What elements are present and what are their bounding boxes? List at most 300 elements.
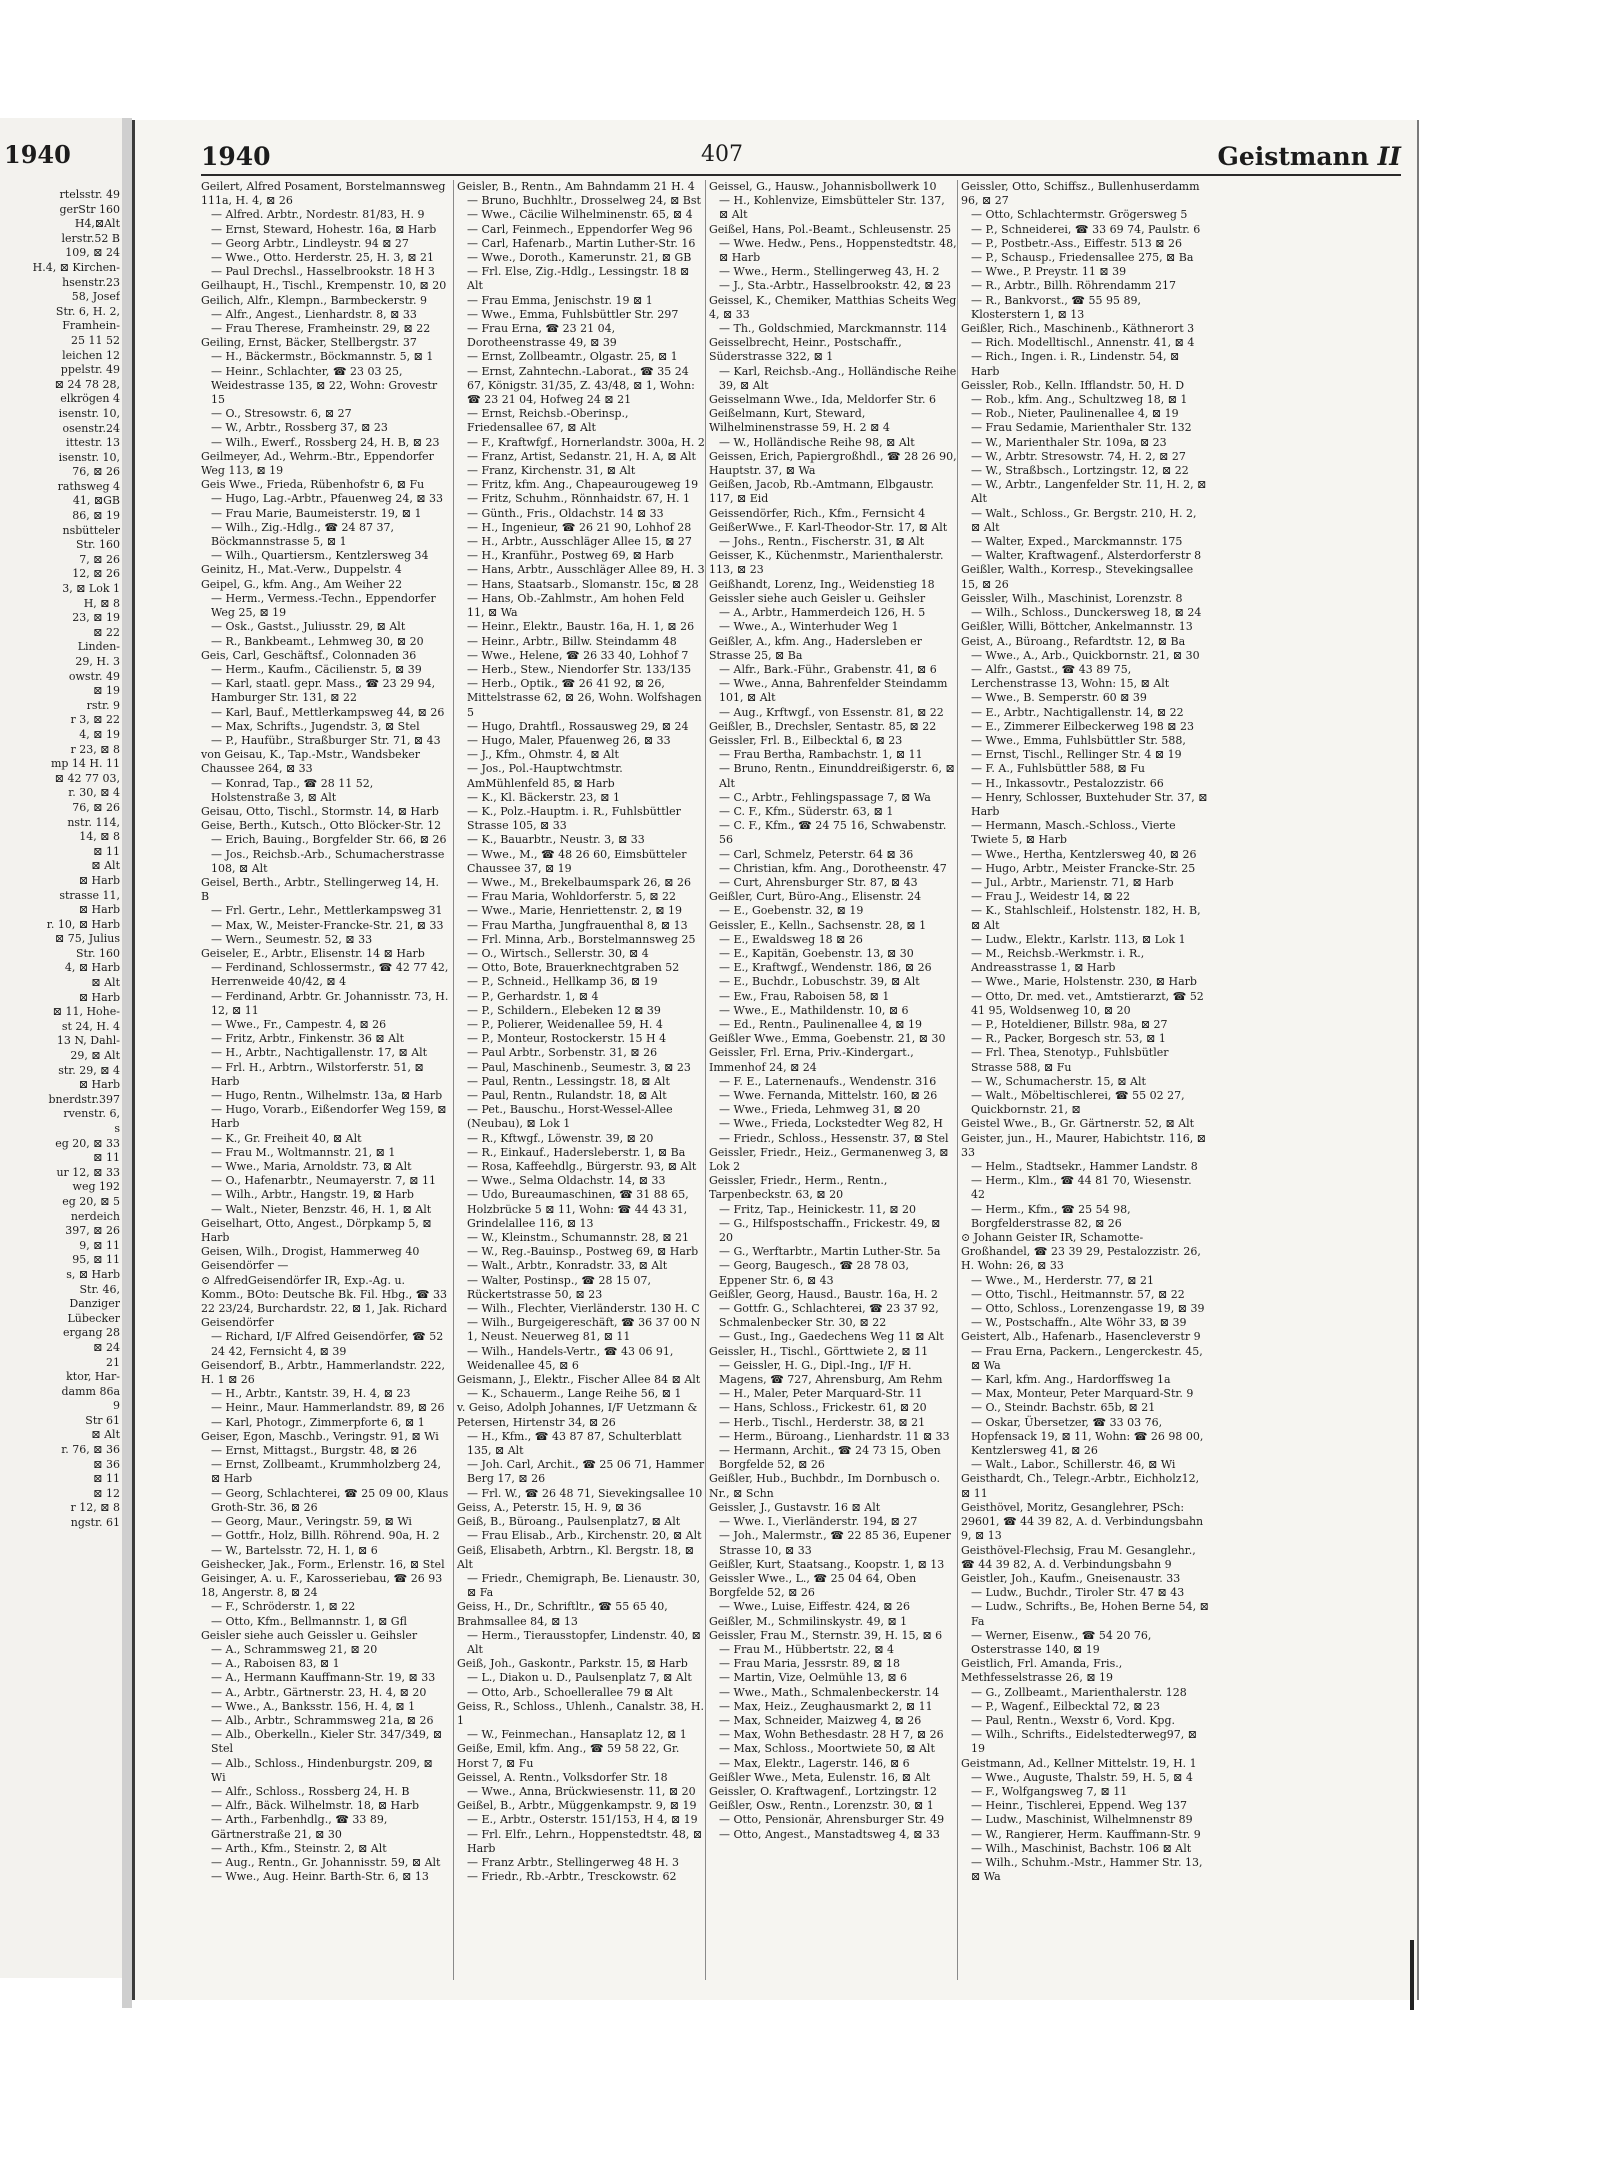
directory-entry: — G., Hilfspostschaffn., Frickestr. 49, ⊠ 20 [719, 1216, 941, 1245]
directory-entry: — Alfr., Bark.-Führ., Grabenstr. 41, ⊠ 6 [719, 662, 937, 676]
previous-page-fragment: owstr. 49 [68, 669, 120, 683]
previous-page-fragment: damm 86a [61, 1384, 120, 1398]
previous-page-fragment: leichen 12 [62, 348, 120, 362]
directory-entry: — Frl. Gertr., Lehr., Mettlerkampsweg 31 [211, 904, 443, 918]
directory-entry: — Joh. Carl, Archit., ☎ 25 06 71, Hammer Berg 17, ⊠ 26 [467, 1458, 705, 1486]
directory-entry: — Frau Sedamie, Marienthaler Str. 132 [971, 421, 1192, 435]
directory-entry: Geissel, G., Hausw., Johannisbollwerk 10 [709, 180, 937, 193]
directory-entry: — F. A., Fuhlsbüttler 588, ⊠ Fu [971, 762, 1145, 776]
directory-entry: Geissler, Frl. Erna, Priv.-Kindergart., Immenhof 24, ⊠ 24 [709, 1046, 914, 1074]
page-header [201, 138, 1401, 176]
directory-entry: — F. E., Laternenaufs., Wendenstr. 316 [719, 1074, 937, 1088]
directory-entry: — Wwe., Helene, ☎ 26 33 40, Lohhof 7 [467, 648, 689, 662]
directory-entry: — Herb., Tischl., Herderstr. 38, ⊠ 21 [719, 1415, 926, 1429]
previous-page-fragment: H.4, ⊠ Kirchen- [32, 260, 120, 274]
previous-page-fragment: eg 20, ⊠ 33 [55, 1136, 120, 1150]
directory-entry: — A., Schrammsweg 21, ⊠ 20 [211, 1642, 378, 1656]
directory-entry: — C. F., Kfm., ☎ 24 75 16, Schwabenstr. 56 [719, 819, 947, 847]
directory-entry: Geißler, Kurt, Staatsang., Koopstr. 1, ⊠ 13 [709, 1557, 945, 1571]
directory-page [132, 120, 1419, 2000]
directory-entry: Geißhandt, Lorenz, Ing., Weidenstieg 18 [709, 577, 935, 591]
directory-entry: — Wwe., Marie, Henriettenstr. 2, ⊠ 19 [467, 904, 683, 918]
directory-entry: — Paul, Rentn., Lessingstr. 18, ⊠ Alt [467, 1074, 670, 1088]
directory-entry: — Wwe., Selma Oldachstr. 14, ⊠ 33 [467, 1174, 666, 1188]
directory-entry: Geilert, Alfred Posament, Borstelmannsweg 111a, H. 4, ⊠ 26 [201, 180, 446, 208]
previous-page-fragment: r. 10, ⊠ Harb [46, 917, 120, 931]
directory-entry: — Udo, Bureaumaschinen, ☎ 31 88 65, Holzbrücke 5 ⊠ 11, Wohn: ☎ 44 43 31, Grindelallee 116, ⊠ 13 [467, 1188, 689, 1230]
previous-page-fragment: ktor, Har- [66, 1370, 120, 1384]
directory-entry: GeißerWwe., F. Karl-Theodor-Str. 17, ⊠ Alt [709, 520, 948, 534]
directory-entry: — Hermann, Archit., ☎ 24 73 15, Oben Borgfelde 52, ⊠ 26 [719, 1444, 941, 1472]
directory-entry: Geilich, Alfr., Klempn., Barmbeckerstr. 9 [201, 293, 428, 307]
directory-entry: — Rich., Ingen. i. R., Lindenstr. 54, ⊠ Harb [971, 350, 1180, 378]
directory-entry: — Ludw., Elektr., Karlstr. 113, ⊠ Lok 1 [971, 932, 1186, 946]
directory-entry: — Walter, Exped., Marckmannstr. 175 [971, 535, 1183, 549]
directory-entry: — W., Rangierer, Herm. Kauffmann-Str. 9 [971, 1827, 1201, 1841]
directory-entry: — Osk., Gastst., Juliusstr. 29, ⊠ Alt [211, 620, 406, 634]
directory-entry: — Hugo, Maler, Pfauenweg 26, ⊠ 33 [467, 733, 671, 747]
directory-entry: — Max, Schloss., Moortwiete 50, ⊠ Alt [719, 1742, 935, 1756]
previous-page-fragment: ergang 28 [63, 1326, 120, 1340]
directory-entry: Geissler, Friedr., Heiz., Germanenweg 3, ⊠ Lok 2 [709, 1145, 949, 1174]
directory-entry: Geissel, A. Rentn., Volksdorfer Str. 18 [457, 1770, 668, 1784]
directory-entry: — Ernst, Mittagst., Burgstr. 48, ⊠ 26 [211, 1444, 417, 1458]
directory-entry: Geisendörfer — [201, 1259, 289, 1273]
directory-entry: — Wwe., Fr., Campestr. 4, ⊠ 26 [211, 1017, 387, 1031]
directory-entry: — Curt, Ahrensburger Str. 87, ⊠ 43 [719, 875, 918, 889]
directory-entry: — Wwe., A., Arb., Quickbornstr. 21, ⊠ 30 [971, 648, 1200, 662]
directory-entry: — Ludw., Maschinist, Wilhelmnenstr 89 [971, 1813, 1193, 1827]
directory-entry: — Otto, Tischl., Heitmannstr. 57, ⊠ 22 [971, 1287, 1185, 1301]
directory-entry: — F., Wolfgangsweg 7, ⊠ 11 [971, 1784, 1128, 1798]
directory-entry: Geissler, Otto, Schiffsz., Bullenhuserdamm 96, ⊠ 27 [961, 180, 1200, 208]
directory-entry: Geiss, A., Peterstr. 15, H. 9, ⊠ 36 [457, 1500, 642, 1514]
running-head [1218, 142, 1402, 171]
directory-entry: — Wilh., Quartiersm., Kentzlersweg 34 [211, 549, 429, 563]
directory-entry: — Wwe., M., ☎ 48 26 60, Eimsbütteler Chaussee 37, ⊠ 19 [467, 847, 687, 875]
directory-entry: — Wilh., Schloss., Dunckersweg 18, ⊠ 24 [971, 606, 1202, 620]
previous-page-fragment: ⊠ 75, Julius [55, 932, 120, 946]
directory-entry: Geißler, Osw., Rentn., Lorenzstr. 30, ⊠ 1 [709, 1799, 934, 1813]
directory-entry: — Frau Bertha, Rambachstr. 1, ⊠ 11 [719, 748, 923, 762]
directory-entry: — E., Kraftwgf., Wendenstr. 186, ⊠ 26 [719, 961, 932, 975]
directory-entry: — H., Maler, Peter Marquard-Str. 11 [719, 1387, 923, 1401]
directory-entry: Geißler, Willi, Böttcher, Ankelmannstr. 13 [961, 620, 1193, 634]
directory-entry: — Rob., kfm. Ang., Schultzweg 18, ⊠ 1 [971, 393, 1188, 407]
directory-entry: — Hans, Arbtr., Ausschläger Allee 89, H. 3 [467, 563, 705, 577]
previous-page-fragment: nstr. 114, [67, 815, 120, 829]
directory-entry: — K., Polz.-Hauptm. i. R., Fuhlsbüttler Strasse 105, ⊠ 33 [467, 804, 681, 833]
directory-entry: — A., Hermann Kauffmann-Str. 19, ⊠ 33 [211, 1671, 436, 1685]
directory-entry: — Max, Heiz., Zeughausmarkt 2, ⊠ 11 [719, 1699, 933, 1713]
directory-entry: — W., Reg.-Bauinsp., Postweg 69, ⊠ Harb [467, 1245, 699, 1259]
previous-page-fragment: isenstr. 10, [58, 450, 120, 464]
directory-entry: — Wilh., Zig.-Hdlg., ☎ 24 87 37, Böckmannstrasse 5, ⊠ 1 [211, 520, 394, 549]
previous-page-fragment: lerstr.52 B [61, 231, 120, 245]
directory-entry: Geiss, H., Dr., Schriftltr., ☎ 55 65 40, Brahmsallee 84, ⊠ 13 [457, 1600, 668, 1628]
previous-page-fragment: s [114, 1122, 120, 1135]
directory-entry: — E., Goebenstr. 32, ⊠ 19 [719, 904, 864, 918]
previous-page-fragment: nerdeich [70, 1209, 120, 1223]
previous-page-fragment: ⊠ 11 [93, 1151, 120, 1165]
directory-entry: — Rosa, Kaffeehdlg., Bürgerstr. 93, ⊠ Alt [467, 1160, 697, 1174]
previous-page-fragment: 29, H. 3 [75, 655, 120, 668]
directory-entry: — Ludw., Schrifts., Be, Hohen Berne 54, ⊠ Fa [971, 1600, 1209, 1628]
directory-entry: Geißler, Rich., Maschinenb., Käthnerort 3 [961, 322, 1195, 336]
directory-entry: — W., Holländische Reihe 98, ⊠ Alt [719, 435, 915, 449]
directory-entry: — Rich. Modelltischl., Annenstr. 41, ⊠ 4 [971, 336, 1195, 350]
directory-entry: Geißelmann, Kurt, Steward, Wilhelminenstrasse 59, H. 2 ⊠ 4 [709, 407, 890, 435]
directory-entry: Geiser, Egon, Maschb., Veringstr. 91, ⊠ Wi [201, 1429, 439, 1443]
directory-entry: — Wwe., Anna, Brückwiesenstr. 11, ⊠ 20 [467, 1784, 696, 1798]
directory-entry: — Karl, Photogr., Zimmerpforte 6, ⊠ 1 [211, 1415, 425, 1429]
previous-page-fragment: mp 14 H. 11 [50, 757, 120, 771]
directory-entry: — Heinr., Elektr., Baustr. 16a, H. 1, ⊠ 26 [467, 620, 695, 634]
directory-entry: — Günth., Fris., Oldachstr. 14 ⊠ 33 [467, 506, 664, 520]
directory-entry: — Paul, Maschinenb., Seumestr. 3, ⊠ 23 [467, 1060, 691, 1074]
directory-entry: — Geissler, H. G., Dipl.-Ing., I/F H. Magens, ☎ 727, Ahrensburg, Am Rehm [719, 1358, 943, 1387]
directory-entry: — Herm., Büroang., Lienhardstr. 11 ⊠ 33 [719, 1429, 950, 1443]
directory-entry: — P., Schneiderei, ☎ 33 69 74, Paulstr. 6 [971, 222, 1201, 236]
directory-entry: — Georg, Maur., Veringstr. 59, ⊠ Wi [211, 1515, 412, 1529]
directory-entry: — Wwe., Otto. Herderstr. 25, H. 3, ⊠ 21 [211, 251, 435, 265]
directory-entry: — Wwe., A., Winterhuder Weg 1 [719, 620, 899, 634]
directory-entry: Geiße, Emil, kfm. Ang., ☎ 59 58 22, Gr. Horst 7, ⊠ Fu [457, 1742, 680, 1770]
directory-entry: — Hugo, Drahtfl., Rossausweg 29, ⊠ 24 [467, 719, 689, 733]
directory-entry: Geisthardt, Ch., Telegr.-Arbtr., Eichholz12, ⊠ 11 [961, 1472, 1200, 1500]
directory-entry: Geiseler, E., Arbtr., Elisenstr. 14 ⊠ Harb [201, 946, 425, 960]
directory-entry: — Hans, Schloss., Frickestr. 61, ⊠ 20 [719, 1401, 927, 1415]
directory-entry: — H., Arbtr., Nachtigallenstr. 17, ⊠ Alt [211, 1046, 428, 1060]
directory-entry: — Hugo, Lag.-Arbtr., Pfauenweg 24, ⊠ 33 [211, 492, 444, 506]
directory-entry: — Wwe., Math., Schmalenbeckerstr. 14 [719, 1685, 940, 1699]
directory-entry: — A., Arbtr., Hammerdeich 126, H. 5 [719, 606, 926, 620]
previous-page-fragment: ppelstr. 49 [60, 363, 120, 377]
directory-entry: — Carl, Feinmech., Eppendorfer Weg 96 [467, 222, 693, 236]
directory-entry: — F., Kraftwfgf., Hornerlandstr. 300a, H. 2 [467, 435, 705, 449]
directory-entry: — W., Marienthaler Str. 109a, ⊠ 23 [971, 435, 1167, 449]
directory-entry: — Alfr., Schloss., Rossberg 24, H. B [211, 1784, 410, 1798]
directory-entry: Geissler, Frau M., Sternstr. 39, H. 15, ⊠ 6 [709, 1628, 943, 1642]
directory-entry: — Paul, Rentn., Rulandstr. 18, ⊠ Alt [467, 1089, 667, 1102]
directory-entry: — Richard, I/F Alfred Geisendörfer, ☎ 52 24 42, Fernsicht 4, ⊠ 39 [211, 1330, 444, 1358]
directory-entry: von Geisau, K., Tap.-Mstr., Wandsbeker Chaussee 264, ⊠ 33 [201, 748, 421, 776]
directory-entry: — Ferdinand, Arbtr. Gr. Johannisstr. 73, H. 12, ⊠ 11 [211, 989, 449, 1017]
directory-entry: — Franz, Kirchenstr. 31, ⊠ Alt [467, 464, 636, 478]
directory-entry: — Aug., Rentn., Gr. Johannisstr. 59, ⊠ Alt [211, 1855, 441, 1869]
directory-entry: — P., Haufübr., Straßburger Str. 71, ⊠ 43 [211, 733, 441, 747]
scan-edge-mark [1410, 1940, 1414, 2010]
directory-entry: — R., Arbtr., Billh. Röhrendamm 217 [971, 279, 1176, 293]
previous-page-fragment: r 3, ⊠ 22 [70, 713, 120, 727]
directory-entry: — Wilh., Burgeigereschäft, ☎ 36 37 00 N 1, Neust. Neuerweg 81, ⊠ 11 [467, 1316, 701, 1344]
directory-entry: Geister, jun., H., Maurer, Habichtstr. 116, ⊠ 33 [961, 1131, 1206, 1159]
directory-entry: — Wwe. Hedw., Pens., Hoppenstedtstr. 48, ⊠ Harb [719, 236, 957, 265]
directory-entry: — Herm., Tierausstopfer, Lindenstr. 40, ⊠ Alt [467, 1628, 701, 1656]
directory-entry: Geissler, Rob., Kelln. Ifflandstr. 50, H. D [961, 378, 1185, 392]
directory-entry: Geisselmann Wwe., Ida, Meldorfer Str. 6 [709, 393, 936, 407]
header-year: 1940 [201, 142, 271, 171]
directory-entry: — A., Arbtr., Gärtnerstr. 23, H. 4, ⊠ 20 [211, 1685, 427, 1699]
directory-entry: — Frau Maria, Jessrstr. 89, ⊠ 18 [719, 1657, 900, 1671]
directory-entry: — W., Kleinstm., Schumannstr. 28, ⊠ 21 [467, 1231, 690, 1245]
directory-entry: — Alfred. Arbtr., Nordestr. 81/83, H. 9 [211, 208, 425, 222]
directory-entry: — Frau Maria, Wohldorferstr. 5, ⊠ 22 [467, 890, 677, 904]
directory-entry: — Max, Wohn Bethesdastr. 28 H 7, ⊠ 26 [719, 1728, 944, 1742]
previous-page-fragment: rvenstr. 6, [63, 1107, 120, 1121]
previous-page-fragment: ⊠ Alt [91, 976, 120, 990]
directory-entry: — M., Reichsb.-Werkmstr. i. R., Andreasstrasse 1, ⊠ Harb [971, 946, 1145, 975]
directory-entry: — Max, Schneider, Maizweg 4, ⊠ 26 [719, 1713, 922, 1727]
directory-entry: — W., Postschaffn., Alte Wöhr 33, ⊠ 39 [971, 1316, 1187, 1330]
previous-page-strip [0, 118, 124, 1978]
directory-entry: — Max, Schrifts., Jugendstr. 3, ⊠ Stel [211, 719, 420, 733]
previous-page-fragment: H4,⊠Alt [74, 217, 120, 231]
directory-entry: — Bruno, Rentn., Einunddreißigerstr. 6, ⊠ Alt [719, 762, 955, 790]
directory-entry: — Ed., Rentn., Paulinenallee 4, ⊠ 19 [719, 1017, 923, 1031]
directory-entry: — Wilh., Flechter, Vierländerstr. 130 H. C [467, 1302, 700, 1316]
directory-entry: — Ernst, Reichsb.-Oberinsp., Friedensallee 67, ⊠ Alt [467, 407, 629, 435]
previous-page-fragment: elkrögen 4 [60, 392, 120, 406]
directory-entry: — Frl. Else, Zig.-Hdlg., Lessingstr. 18 ⊠ Alt [467, 265, 690, 293]
directory-entry: — Herb., Stew., Niendorfer Str. 133/135 [467, 662, 692, 676]
directory-entry: — Paul, Rentn., Wexstr 6, Vord. Kpg. [971, 1713, 1176, 1727]
directory-entry: — Ernst, Zollbeamt., Krummholzberg 24, ⊠ Harb [211, 1458, 441, 1486]
previous-page-fragment: 76, ⊠ 26 [72, 465, 120, 479]
directory-entry: — Wilh., Handels-Vertr., ☎ 43 06 91, Weidenallee 45, ⊠ 6 [467, 1344, 674, 1372]
directory-entry: — Werner, Eisenw., ☎ 54 20 76, Osterstrasse 140, ⊠ 19 [971, 1628, 1152, 1656]
directory-entry: — Alfr., Bäck. Wilhelmstr. 18, ⊠ Harb [211, 1799, 419, 1813]
directory-entry: — E., Kapitän, Goebenstr. 13, ⊠ 30 [719, 946, 914, 960]
scan-margin-top [0, 0, 1600, 92]
directory-entry: — H., Kfm., ☎ 43 87 87, Schulterblatt 135, ⊠ Alt [467, 1429, 682, 1458]
directory-entry: — Ferdinand, Schlossermstr., ☎ 42 77 42, Herrenweide 40/42, ⊠ 4 [211, 961, 449, 989]
directory-entry: — Wilh., Arbtr., Hangstr. 19, ⊠ Harb [211, 1188, 414, 1202]
directory-entry: — Jul., Arbtr., Marienstr. 71, ⊠ Harb [971, 875, 1174, 889]
directory-entry: — Frau Martha, Jungfrauenthal 8, ⊠ 13 [467, 918, 688, 932]
directory-entry: — Hugo, Rentn., Wilhelmstr. 13a, ⊠ Harb [211, 1089, 443, 1102]
directory-entry: — Ew., Frau, Raboisen 58, ⊠ 1 [719, 989, 890, 1003]
directory-entry: — Wwe., Anna, Bahrenfelder Steindamm 101, ⊠ Alt [719, 677, 948, 705]
previous-page-fragment: H, ⊠ 8 [83, 596, 120, 610]
directory-entry: Geissler siehe auch Geisler u. Geihsler [709, 591, 926, 605]
directory-entry: — Otto, Angest., Manstadtsweg 4, ⊠ 33 [719, 1827, 940, 1841]
directory-entry: — G., Zollbeamt., Marienthalerstr. 128 [971, 1685, 1187, 1699]
previous-page-fragment: Danziger [69, 1297, 120, 1311]
directory-entry: — Walt., Arbtr., Konradstr. 33, ⊠ Alt [467, 1259, 668, 1273]
directory-entry: — Ernst, Steward, Hohestr. 16a, ⊠ Harb [211, 222, 437, 236]
directory-entry: Geissler, E., Kelln., Sachsenstr. 28, ⊠ 1 [709, 918, 927, 932]
directory-entry: — F., Schröderstr. 1, ⊠ 22 [211, 1600, 356, 1614]
directory-entry: — P., Wagenf., Eilbecktal 72, ⊠ 23 [971, 1699, 1161, 1713]
directory-entry: Geisthövel, Moritz, Gesanglehrer, PSch: 29601, ☎ 44 39 82, A. d. Verbindungsbahn 9, ⊠ 13 [961, 1500, 1204, 1543]
directory-entry: ⊙ AlfredGeisendörfer IR, Exp.-Ag. u. Komm., BOto: Deutsche Bk. Fil. Hbg., ☎ 33 22 23/24, Burchardstr. 22, ⊠ 1, Jak. Richard Geisendörfer [201, 1273, 448, 1330]
directory-entry: Geißler, M., Schmilinskystr. 49, ⊠ 1 [709, 1614, 908, 1628]
directory-entry: — Otto, Pensionär, Ahrensburger Str. 49 [719, 1813, 945, 1827]
previous-page-fragment: 21 [106, 1355, 120, 1369]
directory-entry: — Heinr., Schlachter, ☎ 23 03 25, Weidestrasse 135, ⊠ 22, Wohn: Grovestr 15 [211, 364, 438, 407]
directory-entry: — W., Arbtr., Rossberg 37, ⊠ 23 [211, 421, 388, 435]
previous-page-fragment: ⊠ 19 [93, 684, 120, 698]
previous-page-fragment: rtelsstr. 49 [59, 188, 120, 201]
directory-entry: Geißler Wwe., Meta, Eulenstr. 16, ⊠ Alt [709, 1770, 931, 1784]
previous-page-fragment: 7, ⊠ 26 [79, 552, 120, 566]
directory-entry: — H., Kohlenvize, Eimsbütteler Str. 137, ⊠ Alt [719, 194, 945, 222]
directory-entry: Geißler, B., Drechsler, Sentastr. 85, ⊠ 22 [709, 719, 937, 733]
previous-page-fragment: ⊠ 11 [93, 1472, 120, 1486]
previous-page-fragment: r 23, ⊠ 8 [70, 742, 120, 756]
directory-entry: Geiss, R., Schloss., Uhlenh., Canalstr. 38, H. 1 [457, 1699, 704, 1727]
directory-entry: Geistert, Alb., Hafenarb., Hasencleverstr 9 [961, 1330, 1201, 1344]
directory-entry: Geisinger, A. u. F., Karosseriebau, ☎ 26 93 18, Angerstr. 8, ⊠ 24 [201, 1571, 443, 1600]
directory-entry: — Frau Marie, Baumeisterstr. 19, ⊠ 1 [211, 506, 422, 520]
directory-entry: — P., Schildern., Elebeken 12 ⊠ 39 [467, 1003, 661, 1017]
previous-page-fragment: str. 29, ⊠ 4 [58, 1063, 120, 1077]
directory-entry: Geissler, Frl. B., Eilbecktal 6, ⊠ 23 [709, 733, 903, 747]
previous-page-fragment: 95, ⊠ 11 [72, 1253, 120, 1267]
previous-page-fragment: hsenstr.23 [62, 275, 120, 289]
directory-entry: — Jos., Reichsb.-Arb., Schumacherstrasse 108, ⊠ Alt [211, 847, 445, 875]
directory-entry: Geiß, Joh., Gaskontr., Parkstr. 15, ⊠ Harb [457, 1657, 688, 1671]
directory-entry: — Wwe., Frieda, Lehmweg 31, ⊠ 20 [719, 1103, 921, 1117]
directory-entry: — Friedr., Rb.-Arbtr., Tresckowstr. 62 [467, 1870, 677, 1884]
directory-entry: — P., Schneid., Hellkamp 36, ⊠ 19 [467, 975, 658, 989]
previous-page-fragment: ⊠ Harb [78, 903, 120, 917]
previous-page-fragment: rathsweg 4 [57, 479, 120, 493]
column-4 [957, 180, 1209, 1980]
directory-entry: — Otto, Arb., Schoellerallee 79 ⊠ Alt [467, 1685, 673, 1699]
directory-entry: — Frl. W., ☎ 26 48 71, Sievekingsallee 10 [467, 1486, 703, 1500]
directory-entry: — H., Ingenieur, ☎ 26 21 90, Lohhof 28 [467, 520, 692, 534]
directory-entry: — Heinr., Maur. Hammerlandstr. 89, ⊠ 26 [211, 1401, 445, 1415]
previous-page-fragment: ⊠ Harb [78, 990, 120, 1004]
directory-entry: — P., Schausp., Friedensallee 275, ⊠ Ba [971, 251, 1194, 265]
previous-page-fragment: r. 30, ⊠ 4 [68, 786, 120, 800]
directory-entry: — Fritz, Schuhm., Rönnhaidstr. 67, H. 1 [467, 492, 690, 506]
previous-page-year: 1940 [4, 140, 71, 169]
directory-entry: — H., Arbtr., Kantstr. 39, H. 4, ⊠ 23 [211, 1387, 411, 1401]
previous-page-fragment: ⊠ Alt [91, 1428, 120, 1442]
directory-entry: — Frl. H., Arbtrn., Wilstorferstr. 51, ⊠ Harb [211, 1060, 424, 1088]
directory-entry: — Walter, Postinsp., ☎ 28 15 07, Rückertstrasse 50, ⊠ 23 [467, 1273, 651, 1301]
directory-entry: — W., Straßbsch., Lortzingstr. 12, ⊠ 22 [971, 464, 1189, 478]
previous-page-fragment: 9 [113, 1399, 120, 1413]
previous-page-fragments [2, 188, 120, 1531]
directory-entry: — Wwe., Emma, Fuhlsbüttler Str. 588, [971, 733, 1186, 747]
directory-entry: — Wilh., Schuhm.-Mstr., Hammer Str. 13, ⊠ Wa [971, 1855, 1203, 1884]
directory-entry: — Georg, Baugesch., ☎ 28 78 03, Eppener Str. 6, ⊠ 43 [719, 1259, 910, 1287]
directory-entry: Geiß, B., Büroang., Paulsenplatz7, ⊠ Alt [457, 1515, 681, 1529]
directory-entry: Geistel Wwe., B., Gr. Gärtnerstr. 52, ⊠ Alt [961, 1117, 1195, 1131]
page-number: 407 [701, 142, 743, 167]
directory-entry: — Alfr., Gastst., ☎ 43 89 75, Lerchenstrasse 13, Wohn: 15, ⊠ Alt [971, 662, 1170, 691]
column-1 [201, 180, 449, 1980]
previous-page-fragment: strasse 11, [59, 888, 120, 902]
directory-entry: — O., Steindr. Bachstr. 65b, ⊠ 21 [971, 1401, 1156, 1415]
previous-page-fragment: r. 76, ⊠ 36 [61, 1443, 120, 1457]
previous-page-fragment: nsbütteler [62, 523, 120, 537]
directory-entry: — Walter, Kraftwagenf., Alsterdorferstr 8 [971, 549, 1202, 563]
directory-entry: Geißler, Walth., Korresp., Stevekingsallee 15, ⊠ 26 [961, 563, 1194, 591]
previous-page-fragment: Lübecker [67, 1311, 120, 1325]
previous-page-fragment: ittestr. 13 [66, 436, 120, 450]
directory-entry: — Ernst, Zollbeamtr., Olgastr. 25, ⊠ 1 [467, 350, 678, 364]
directory-entry: — Wwe., Auguste, Thalstr. 59, H. 5, ⊠ 4 [971, 1770, 1193, 1784]
directory-entry: Geinitz, H., Mat.-Verw., Duppelstr. 4 [201, 563, 402, 577]
directory-entry: — P., Polierer, Weidenallee 59, H. 4 [467, 1017, 663, 1031]
directory-entry: — J., Sta.-Arbtr., Hasselbrookstr. 42, ⊠ 23 [719, 279, 951, 293]
previous-page-fragment: s, ⊠ Harb [66, 1267, 120, 1281]
directory-entry: Geisen, Wilh., Drogist, Hammerweg 40 [201, 1245, 420, 1259]
directory-entry: — Walt., Labor., Schillerstr. 46, ⊠ Wi [971, 1458, 1176, 1472]
directory-entry: — Walt., Schloss., Gr. Bergstr. 210, H. 2, ⊠ Alt [971, 506, 1197, 534]
previous-page-fragment: 12, ⊠ 26 [72, 567, 120, 581]
directory-entry: Geiselhart, Otto, Angest., Dörpkamp 5, ⊠ Harb [201, 1216, 432, 1245]
previous-page-fragment: ⊠ 42 77 03, [54, 771, 120, 785]
directory-entry: Geise, Berth., Kutsch., Otto Blöcker-Str. 12 [201, 819, 442, 833]
directory-entry: — E., Arbtr., Nachtigallenstr. 14, ⊠ 22 [971, 705, 1184, 719]
directory-entry: — Friedr., Schloss., Hessenstr. 37, ⊠ Stel [719, 1131, 949, 1145]
directory-entry: — Aug., Krftwgf., von Essenstr. 81, ⊠ 22 [719, 705, 944, 719]
directory-entry: — Alb., Schloss., Hindenburgstr. 209, ⊠ Wi [211, 1756, 433, 1784]
previous-page-fragment: ⊠ 12 [93, 1486, 120, 1500]
directory-entry: — Fritz, kfm. Ang., Chapeaurougeweg 19 [467, 478, 699, 492]
directory-entry: — Wern., Seumestr. 52, ⊠ 33 [211, 932, 373, 946]
previous-page-fragment: ngstr. 61 [70, 1516, 120, 1530]
column-3 [705, 180, 957, 1980]
column-2 [453, 180, 705, 1980]
directory-entry: — Wwe., Hertha, Kentzlersweg 40, ⊠ 26 [971, 847, 1197, 861]
directory-entry: Geisler, B., Rentn., Am Bahndamm 21 H. 4 [457, 180, 695, 193]
directory-entry: — R., Bankvorst., ☎ 55 95 89, Klosterstern 1, ⊠ 13 [971, 293, 1141, 321]
directory-entry: Geissler, H., Tischl., Görttwiete 2, ⊠ 11 [709, 1344, 929, 1358]
previous-page-fragment: gerStr 160 [59, 202, 120, 216]
directory-entry: — W., Feinmechan., Hansaplatz 12, ⊠ 1 [467, 1728, 687, 1742]
directory-entry: — Frau M., Hübbertstr. 22, ⊠ 4 [719, 1642, 895, 1656]
directory-entry: — Karl, staatl. gepr. Mass., ☎ 23 29 94, Hamburger Str. 131, ⊠ 22 [211, 677, 436, 705]
directory-entry: Geis Wwe., Frieda, Rübenhofstr 6, ⊠ Fu [201, 478, 425, 492]
directory-entry: — H., Inkassovtr., Pestalozzistr. 66 [971, 776, 1164, 790]
directory-entry: — Henry, Schlosser, Buxtehuder Str. 37, ⊠ Harb [971, 790, 1208, 818]
directory-entry: Geisthövel-Flechsig, Frau M. Gesanglehr., ☎ 44 39 82, A. d. Verbindungsbahn 9 [961, 1543, 1196, 1571]
directory-entry: — Wwe., B. Semperstr. 60 ⊠ 39 [971, 691, 1147, 705]
previous-page-fragment: 25 11 52 [71, 333, 120, 347]
directory-entry: — K., Kl. Bäckerstr. 23, ⊠ 1 [467, 790, 620, 804]
directory-entry: — Hans, Staatsarb., Slomanstr. 15c, ⊠ 28 [467, 577, 699, 591]
previous-page-fragment: 9, ⊠ 11 [79, 1238, 120, 1252]
directory-entry: Geissler, Friedr., Herm., Rentn., Tarpenbeckstr. 63, ⊠ 20 [709, 1174, 888, 1202]
directory-entry: — Wilh., Maschinist, Bachstr. 106 ⊠ Alt [971, 1841, 1192, 1855]
directory-entry: Geisser, K., Küchenmstr., Marienthalerstr. 113, ⊠ 23 [709, 549, 944, 577]
directory-entry: — Otto, Schloss., Lorenzengasse 19, ⊠ 39 [971, 1302, 1205, 1316]
directory-entry: Geissler, O. Kraftwagenf., Lortzingstr. 12 [709, 1784, 937, 1798]
directory-entry: — Carl, Hafenarb., Martin Luther-Str. 16 [467, 236, 696, 250]
directory-entry: — Christian, kfm. Ang., Dorotheenstr. 47 [719, 861, 947, 875]
previous-page-fragment: 3, ⊠ Lok 1 [62, 582, 120, 596]
directory-entry: — Gottfr. G., Schlachterei, ☎ 23 37 92, Schmalenbecker Str. 30, ⊠ 22 [719, 1302, 939, 1330]
directory-entry: Geilhaupt, H., Tischl., Krempenstr. 10, ⊠ 20 [201, 279, 447, 293]
directory-entry: — Otto, Bote, Brauerknechtgraben 52 [467, 961, 680, 975]
directory-entry: — Wilh., Schrifts., Eidelstedterweg97, ⊠ 19 [971, 1728, 1197, 1756]
directory-entry: Geistmann, Ad., Kellner Mittelstr. 19, H. 1 [961, 1756, 1197, 1770]
directory-entry: Geißler, A., kfm. Ang., Hadersleben er Strasse 25, ⊠ Ba [709, 634, 922, 662]
directory-entry: Geissler, Wilh., Maschinist, Lorenzstr. 8 [961, 591, 1183, 605]
directory-entry: — Hugo, Arbtr., Meister Francke-Str. 25 [971, 861, 1196, 875]
directory-entry: Geißler, Hub., Buchbdr., Im Dornbusch o. Nr., ⊠ Schn [709, 1472, 940, 1500]
directory-entry: — Rob., Nieter, Paulinenallee 4, ⊠ 19 [971, 407, 1179, 421]
directory-entry: — Franz, Artist, Sedanstr. 21, H. A, ⊠ Alt [467, 449, 696, 463]
directory-entry: — Oskar, Übersetzer, ☎ 33 03 76, Hopfensack 19, ⊠ 11, Wohn: ☎ 26 98 00, Kentzlersweg 41, ⊠ 26 [971, 1415, 1204, 1458]
